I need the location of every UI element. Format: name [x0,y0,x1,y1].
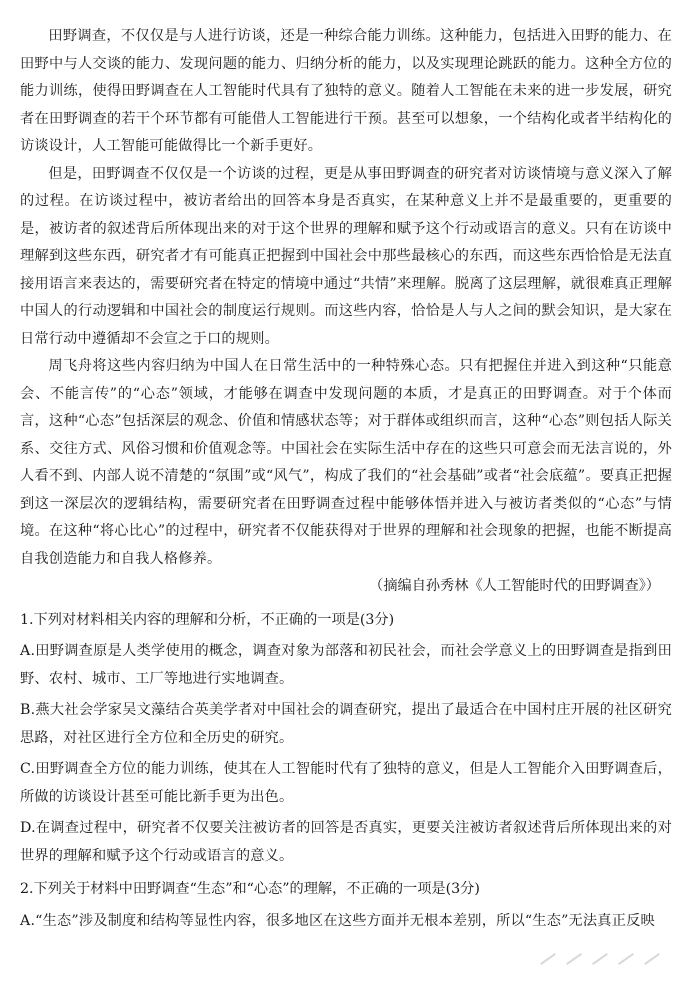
watermark-strokes [511,946,661,972]
question-1-option-a: A.田野调查原是人类学使用的概念，调查对象为部落和初民社会，而社会学意义上的田野调查是指到田野、农村、城市、工厂等地进行实地调查。 [20,643,672,687]
question-2-option-a: A.“生态”涉及制度和结构等显性内容，很多地区在这些方面并无根本差别，所以“生态”无法真正反映 [20,912,655,929]
paragraph-3: 周飞舟将这些内容归纳为中国人在日常生活中的一种特殊心态。只有把握住并进入到这种“只能意会、不能言传”的“心态”领域，才能够在调查中发现问题的本质，才是真正的田野调查。对于个体而言，这种“心态”包括深层的观念、价值和情感状态等；对于群体或组织而言，这种“心态”则包括人际关系、交往方式、风俗习惯和价值观念等。中国社会在实际生活中存在的这些只可意会而无法言说的，外人看不到、内部人说不清楚的“氛围”或“风气”，构成了我们的“社会基础”或者“社会底蕴”。要真正把握到这一深层次的逻辑结构，需要研究者在田野调查过程中能够体悟并进入与被访者类似的“心态”与情境。在这种“将心比心”的过程中，研究者不仅能获得对于世界的理解和社会现象的把握，也能不断提高自我创造能力和自我人格修养。 [20,358,672,567]
question-1-stem: 1.下列对材料相关内容的理解和分析，不正确的一项是(3分) [20,611,395,628]
document-page [20,23,672,935]
question-2-stem: 2.下列关于材料中田野调查“生态”和“心态”的理解，不正确的一项是(3分) [20,881,480,897]
question-1-option-b: B.燕大社会学家吴文藻结合英美学者对中国社会的调查研究，提出了最适合在中国村庄开展的社区研究思路，对社区进行全方位和全历史的研究。 [20,702,672,746]
question-1-option-c: C.田野调查全方位的能力训练，使其在人工智能时代有了独特的意义，但是人工智能介入田野调查后，所做的访谈设计甚至可能比新手更为出色。 [20,761,672,805]
paragraph-2: 但是，田野调查不仅仅是一个访谈的过程，更是从事田野调查的研究者对访谈情境与意义深入了解的过程。在访谈过程中，被访者给出的回答本身是否真实，在某种意义上并不是最重要的，更重要的是，被访者的叙述背后所体现出来的对于这个世界的理解和赋予这个行动或语言的意义。只有在访谈中理解到这些东西，研究者才有可能真正把握到中国社会中那些最核心的东西，而这些东西恰恰是无法直接用语言来表达的，需要研究者在特定的情境中通过“共情”来理解。脱离了这层理解，就很难真正理解中国人的行动逻辑和中国社会的制度运行规则。而这些内容，恰恰是人与人之间的默会知识，是大家在日常行动中遵循却不会宣之于口的规则。 [20,165,672,347]
question-1-option-d: D.在调查过程中，研究者不仅要关注被访者的回答是否真实，更要关注被访者叙述背后所体现出来的对世界的理解和赋予这个行动或语言的意义。 [20,820,672,864]
source-citation: （摘编自孙秀林《人工智能时代的田野调查》） [369,578,660,594]
paragraph-1: 田野调查，不仅仅是与人进行访谈，还是一种综合能力训练。这种能力，包括进入田野的能力、在田野中与人交谈的能力、发现问题的能力、归纳分析的能力，以及实现理论跳跃的能力。这种全方位的能力训练，使得田野调查在人工智能时代具有了独特的意义。随着人工智能在未来的进一步发展，研究者在田野调查的若干个环节都有可能借人工智能进行干预。甚至可以想象，一个结构化或者半结构化的访谈设计，人工智能可能做得比一个新手更好。 [20,28,672,154]
